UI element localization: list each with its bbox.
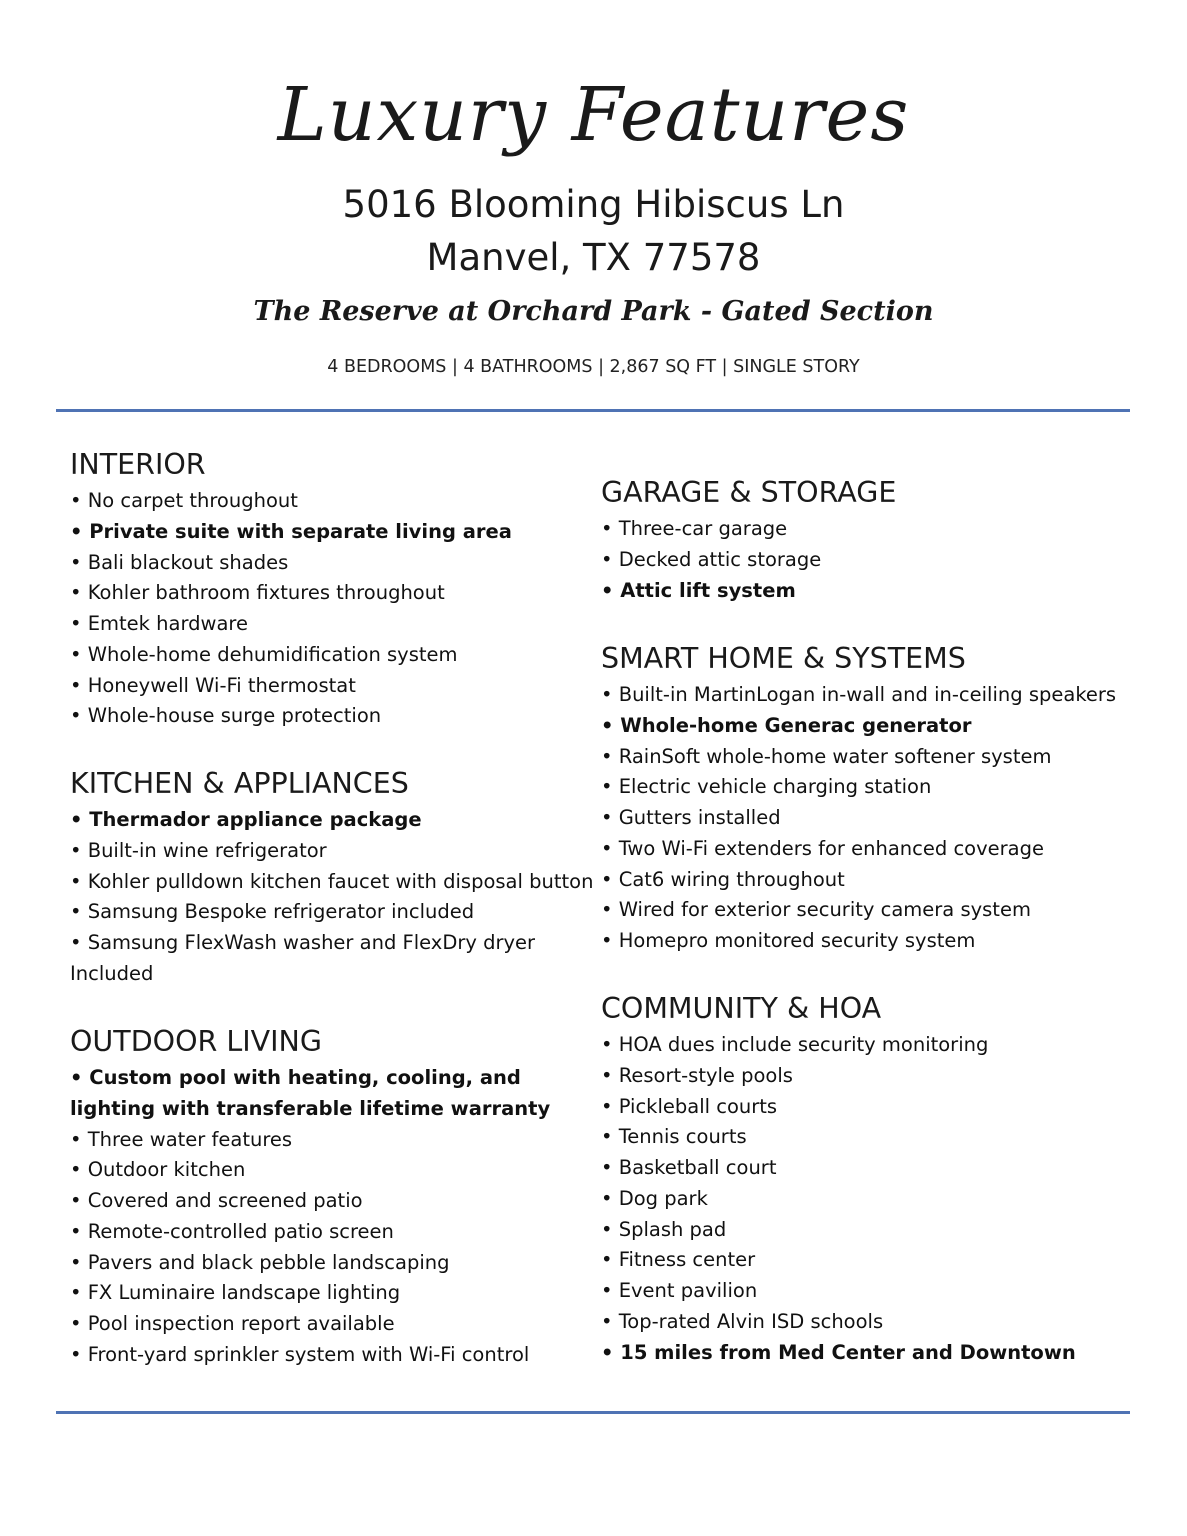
- feature-item: • Private suite with separate living area: [70, 519, 512, 543]
- address-line-1: 5016 Blooming Hibiscus Ln: [342, 183, 845, 226]
- feature-item: • 15 miles from Med Center and Downtown: [601, 1340, 1076, 1364]
- feature-item: • Pickleball courts: [601, 1094, 778, 1118]
- section-heading: KITCHEN & APPLIANCES: [70, 767, 409, 800]
- feature-item: • Event pavilion: [601, 1279, 758, 1302]
- feature-item: • Tennis courts: [601, 1125, 747, 1149]
- feature-item: • Samsung Bespoke refrigerator included: [70, 900, 475, 924]
- feature-item: • Whole-home dehumidification system: [70, 642, 458, 666]
- feature-item: • Basketball court: [601, 1156, 777, 1179]
- feature-item: • Three-car garage: [601, 517, 788, 540]
- feature-item: • Top-rated Alvin ISD schools: [601, 1309, 884, 1333]
- feature-item: • Built-in wine refrigerator: [70, 838, 327, 862]
- feature-list: [70, 805, 594, 990]
- section-heading: OUTDOOR LIVING: [70, 1025, 322, 1058]
- community-subtitle: The Reserve at Orchard Park - Gated Section: [253, 296, 934, 327]
- feature-item: • FX Luminaire landscape lighting: [70, 1281, 401, 1305]
- feature-item: • Two Wi-Fi extenders for enhanced coverage: [601, 836, 1044, 860]
- feature-item: • Cat6 wiring throughout: [601, 867, 845, 891]
- feature-item: • Built-in MartinLogan in-wall and in-ceiling speakers: [601, 683, 1117, 706]
- feature-item: • Homepro monitored security system: [601, 929, 976, 952]
- feature-item: • Whole-home Generac generator: [601, 713, 972, 737]
- feature-item: • Outdoor kitchen: [70, 1158, 246, 1182]
- feature-item: • Remote-controlled patio screen: [70, 1219, 394, 1243]
- feature-item: • Fitness center: [601, 1248, 756, 1272]
- feature-item: • Emtek hardware: [70, 612, 248, 635]
- section-garage: [601, 475, 1141, 606]
- top-divider: [56, 409, 1130, 412]
- feature-item: • Resort-style pools: [601, 1063, 793, 1087]
- feature-item: • No carpet throughout: [70, 489, 298, 512]
- feature-item: • Attic lift system: [601, 578, 796, 602]
- feature-item: • Honeywell Wi-Fi thermostat: [70, 673, 356, 697]
- feature-item: • Kohler bathroom fixtures throughout: [70, 581, 445, 605]
- feature-item: • Bali blackout shades: [70, 550, 289, 574]
- section-heading: SMART HOME & SYSTEMS: [601, 642, 966, 675]
- feature-list: [601, 514, 1141, 606]
- section-heading: INTERIOR: [70, 448, 206, 481]
- address-line-2: Manvel, TX 77578: [426, 236, 761, 279]
- feature-item: • Dog park: [601, 1186, 708, 1210]
- feature-item: • Covered and screened patio: [70, 1189, 363, 1212]
- section-heading: COMMUNITY & HOA: [601, 992, 882, 1025]
- section-heading: GARAGE & STORAGE: [601, 476, 897, 509]
- feature-item: • Three water features: [70, 1127, 293, 1151]
- section-interior: [70, 447, 590, 732]
- feature-list: [70, 486, 590, 732]
- feature-item: • Kohler pulldown kitchen faucet with disposal button: [70, 869, 594, 893]
- feature-item: • Wired for exterior security camera system: [601, 898, 1031, 922]
- feature-item: • HOA dues include security monitoring: [601, 1033, 989, 1056]
- feature-item: • Pavers and black pebble landscaping: [70, 1250, 450, 1274]
- bottom-divider: [56, 1411, 1130, 1414]
- feature-item: • Gutters installed: [601, 806, 781, 829]
- feature-item: • Whole-house surge protection: [70, 704, 382, 728]
- feature-item: • Samsung FlexWash washer and FlexDry dryer Included: [70, 931, 536, 985]
- page-title: Luxury Features: [277, 72, 910, 158]
- feature-item: • Electric vehicle charging station: [601, 775, 932, 799]
- section-community: [601, 991, 1141, 1368]
- feature-item: • Splash pad: [601, 1217, 727, 1241]
- feature-list: [601, 680, 1141, 957]
- feature-item: • Front-yard sprinkler system with Wi-Fi control: [70, 1342, 530, 1366]
- property-stats: 4 BEDROOMS | 4 BATHROOMS | 2,867 SQ FT | SINGLE STORY: [327, 357, 860, 377]
- feature-item: • Decked attic storage: [601, 547, 822, 571]
- feature-item: • RainSoft whole-home water softener system: [601, 744, 1052, 768]
- section-kitchen: [70, 766, 594, 990]
- section-outdoor: [70, 1024, 590, 1371]
- feature-list: [601, 1030, 1141, 1368]
- feature-item: • Custom pool with heating, cooling, and lighting with transferable lifetime warranty: [70, 1066, 551, 1120]
- feature-item: • Thermador appliance package: [70, 808, 422, 831]
- feature-list: [70, 1063, 590, 1371]
- section-smart-home: [601, 641, 1141, 957]
- feature-item: • Pool inspection report available: [70, 1312, 395, 1335]
